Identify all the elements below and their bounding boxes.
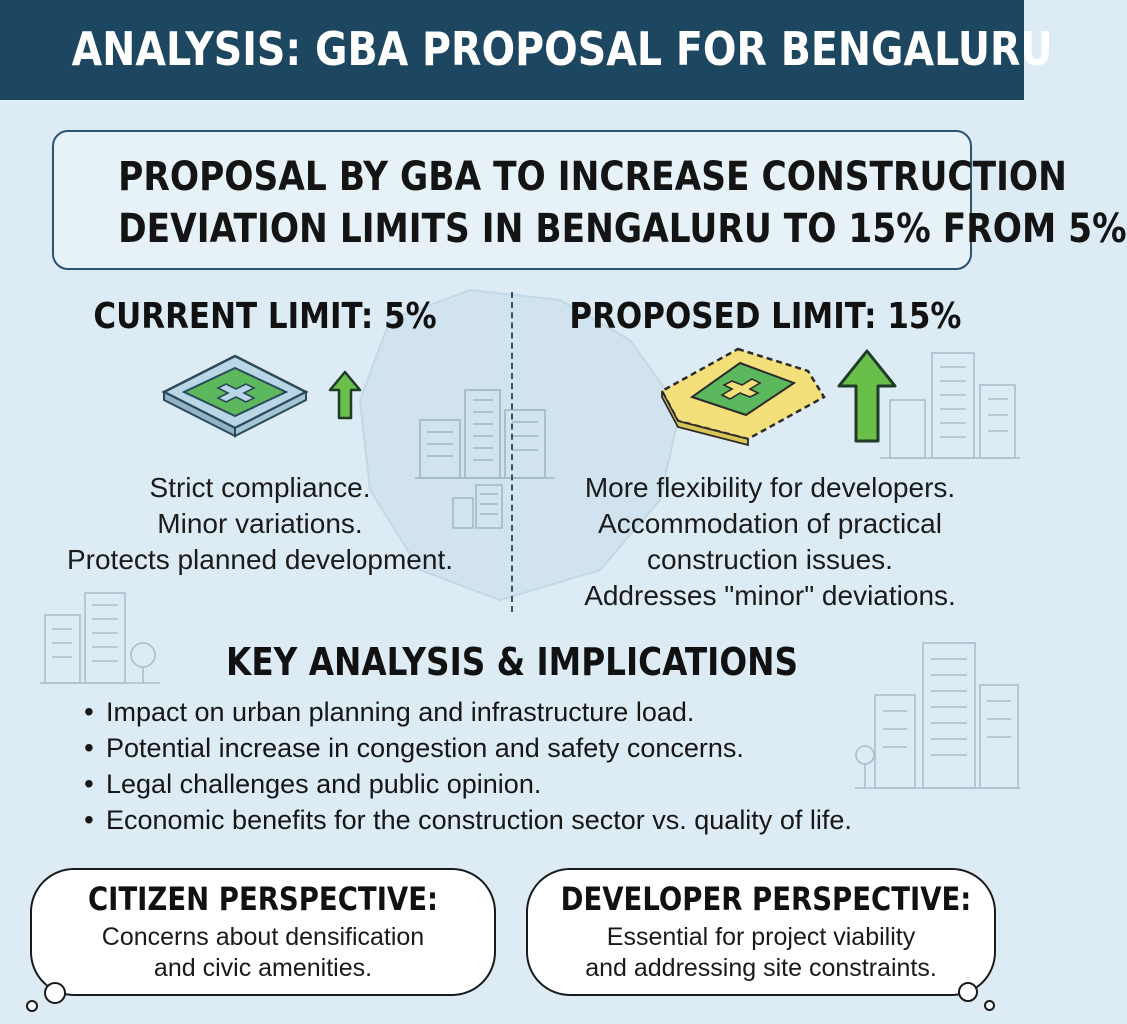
building-icon (880, 345, 1020, 460)
proposal-line-1: PROPOSAL BY GBA TO INCREASE CONSTRUCTION (118, 154, 1067, 200)
plot-current-icon (160, 352, 310, 437)
header-bar (0, 0, 1053, 100)
list-item: • Legal challenges and public opinion. (80, 766, 980, 802)
thought-bubble-dot (984, 1000, 995, 1011)
thought-bubble-dot (44, 982, 66, 1004)
developer-perspective-heading: DEVELOPER PERSPECTIVE: (560, 880, 972, 918)
citizen-line: and civic amenities. (153, 954, 373, 982)
list-item: • Impact on urban planning and infrastructure load. (80, 694, 980, 730)
plot-proposed-icon (658, 345, 828, 445)
key-analysis-list (80, 694, 980, 838)
citizen-perspective-heading: CITIZEN PERSPECTIVE: (87, 880, 439, 918)
page-title: ANALYSIS: GBA PROPOSAL FOR BENGALURU (71, 22, 1053, 76)
arrow-up-large-icon (836, 348, 898, 444)
current-point: Protects planned development. (66, 544, 454, 575)
thought-bubble-dot (958, 982, 978, 1002)
current-point: Minor variations. (157, 508, 363, 539)
citizen-perspective-bubble (30, 868, 496, 996)
current-point: Strict compliance. (149, 472, 371, 503)
proposed-point: Accommodation of practical (598, 508, 942, 539)
proposed-point: More flexibility for developers. (584, 472, 956, 503)
developer-perspective-bubble (526, 868, 996, 996)
proposal-line-2: DEVIATION LIMITS IN BENGALURU TO 15% FROM 5% (118, 206, 1127, 252)
thought-bubble-dot (26, 1000, 38, 1012)
proposal-box (52, 130, 1127, 270)
proposed-point: construction issues. (647, 544, 893, 575)
building-icon (415, 380, 555, 480)
developer-line: and addressing site constraints. (585, 954, 937, 982)
current-limit-heading: CURRENT LIMIT: 5% (93, 296, 437, 337)
developer-perspective-text (528, 922, 994, 984)
developer-line: Essential for project viability (606, 923, 916, 951)
citizen-line: Concerns about densification (101, 923, 425, 951)
column-divider (511, 292, 513, 612)
list-item: • Potential increase in congestion and safety concerns. (80, 730, 980, 766)
arrow-up-small-icon (328, 370, 362, 420)
proposed-limit-points (540, 470, 1000, 614)
proposed-limit-heading: PROPOSED LIMIT: 15% (569, 296, 962, 337)
proposed-point: Addresses "minor" deviations. (584, 580, 956, 611)
list-item: • Economic benefits for the construction sector vs. quality of life. (80, 802, 980, 838)
citizen-perspective-text (32, 922, 494, 984)
key-analysis-title: KEY ANALYSIS & IMPLICATIONS (226, 640, 798, 684)
current-limit-points (30, 470, 490, 578)
